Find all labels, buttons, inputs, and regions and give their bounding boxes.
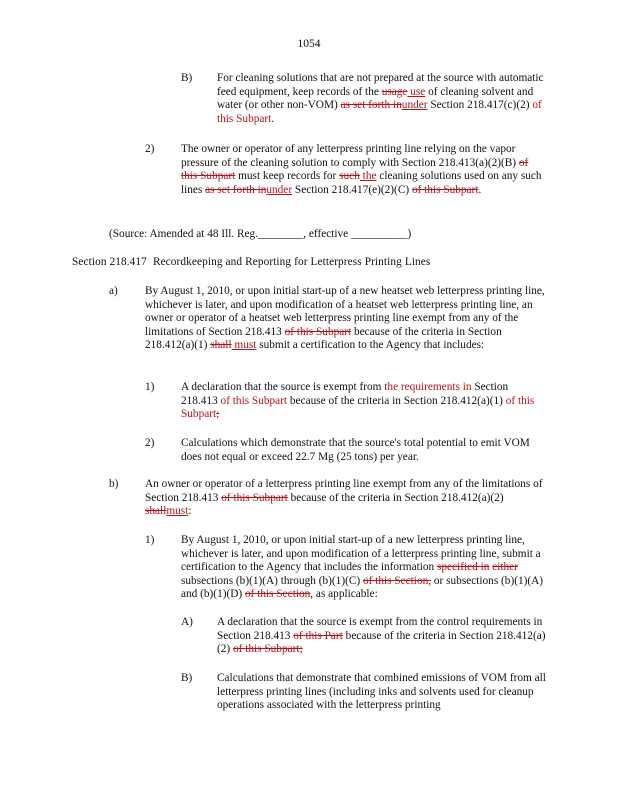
subsection-text: By August 1, 2010, or upon initial start-up of a new letterpress printing line, whichever is later, and upon modification of a letterpress printing line, submit a certification to the Agency that includes the information specified in either subsections (b)(1)(A) through (b)(1)(C) of this Section, or subsections (b)(1)(A) and (b)(1)(D) of this Section, as applicable:: [181, 534, 544, 601]
subsection-text: Calculations which demonstrate that the source's total potential to emit VOM does not equal or exceed 22.7 Mg (25 tons) per year.: [181, 437, 530, 463]
subsection-label: B): [181, 72, 193, 84]
deleted-text: of this Subpart: [221, 491, 288, 504]
deleted-text: such: [339, 170, 360, 183]
section-title: Recordkeeping and Reporting for Letterpress Printing Lines: [152, 256, 431, 268]
deleted-text: shall: [145, 505, 167, 518]
inserted-text: of this Subpart: [220, 394, 288, 407]
subsection-text: By August 1, 2010, or upon initial start-up of a new heatset web letterpress printing line, whichever is later, and upon modification of a heatset web letterpress printing line, an owner or operator of a heatset web letterpress printing line exempt from any of the limitations of Section 218.413 of this Subpart because of the criteria in Section 218.412(a)(1) shall must submit a certification to the Agency that includes:: [145, 285, 545, 352]
inserted-text: of this Subpart: [217, 99, 542, 125]
subsection-label: 2): [145, 143, 155, 155]
deleted-text: of this Subpart: [284, 325, 352, 338]
subsection-label: A): [181, 616, 193, 628]
subsection-text: A declaration that the source is exempt from the requirements in Section 218.413 of this Subpart because of the criteria in Section 218.412(a)(1) of this Subpart;: [181, 381, 535, 421]
deleted-text: specified in: [436, 561, 490, 574]
deleted-text: ;: [216, 408, 220, 421]
section-number: Section 218.417: [72, 256, 147, 268]
subsection-text: Calculations that demonstrate that combined emissions of VOM from all letterpress printing lines (including inks and solvents used for cleanup operations associated with the letterpress printing: [217, 672, 546, 712]
inserted-text: under: [266, 183, 293, 196]
inserted-text: under: [401, 99, 428, 112]
deleted-text: of this Subpart: [181, 156, 529, 183]
section-heading: [72, 256, 430, 270]
deleted-text: usage: [381, 85, 408, 98]
deleted-text: of this Subpart: [233, 643, 300, 656]
source-note: (Source: Amended at 48 Ill. Reg.________, effective __________): [109, 228, 412, 240]
inserted-text: of this Subpart: [181, 394, 535, 421]
deleted-text: ;: [299, 643, 303, 656]
subsection-text: The owner or operator of any letterpress printing line relying on the vapor pressure of the cleaning solution to comply with Section 218.413(a)(2)(B) of this Subpart must keep records for such the cleaning solutions used on any such lines as set forth inunder Section 218.417(e)(2)(C) of this Subpart.: [181, 143, 542, 196]
page-number: 1054: [297, 38, 321, 50]
deleted-text: as set forth in: [205, 183, 267, 196]
deleted-text: of this Part: [293, 629, 343, 642]
subsection-label: a): [109, 285, 118, 297]
inserted-text: must: [166, 505, 189, 518]
subsection-text: For cleaning solutions that are not prepared at the source with automatic feed equipment, keep records of the usage use of cleaning solvent and water (or other non-VOM) as set forth inunder Section 218.417(c)(2) of this Subpart.: [217, 72, 544, 125]
subsection-label: B): [181, 672, 193, 684]
deleted-text: as set forth in: [340, 99, 402, 112]
deleted-text: either: [492, 561, 518, 574]
deleted-text: of this Section,: [362, 574, 432, 587]
deleted-text: of this Section: [245, 588, 311, 601]
inserted-text: must: [231, 339, 257, 352]
inserted-text: use: [407, 85, 426, 98]
subsection-text: A declaration that the source is exempt from the control requirements in Section 218.413 of this Part because of the criteria in Section 218.412(a)(2) of this Subpart;: [217, 616, 546, 656]
subsection-text: An owner or operator of a letterpress printing line exempt from any of the limitations of Section 218.413 of this Subpart because of the criteria in Section 218.412(a)(2) shallmust:: [145, 478, 543, 518]
inserted-text: the: [359, 170, 377, 183]
subsection-label: 2): [145, 437, 155, 449]
deleted-text: shall: [210, 339, 232, 352]
subsection-label: 1): [145, 534, 155, 546]
inserted-text: the requirements in: [384, 381, 472, 393]
deleted-text: of this Subpart: [411, 183, 479, 196]
subsection-label: 1): [145, 381, 155, 393]
subsection-label: b): [109, 478, 119, 490]
